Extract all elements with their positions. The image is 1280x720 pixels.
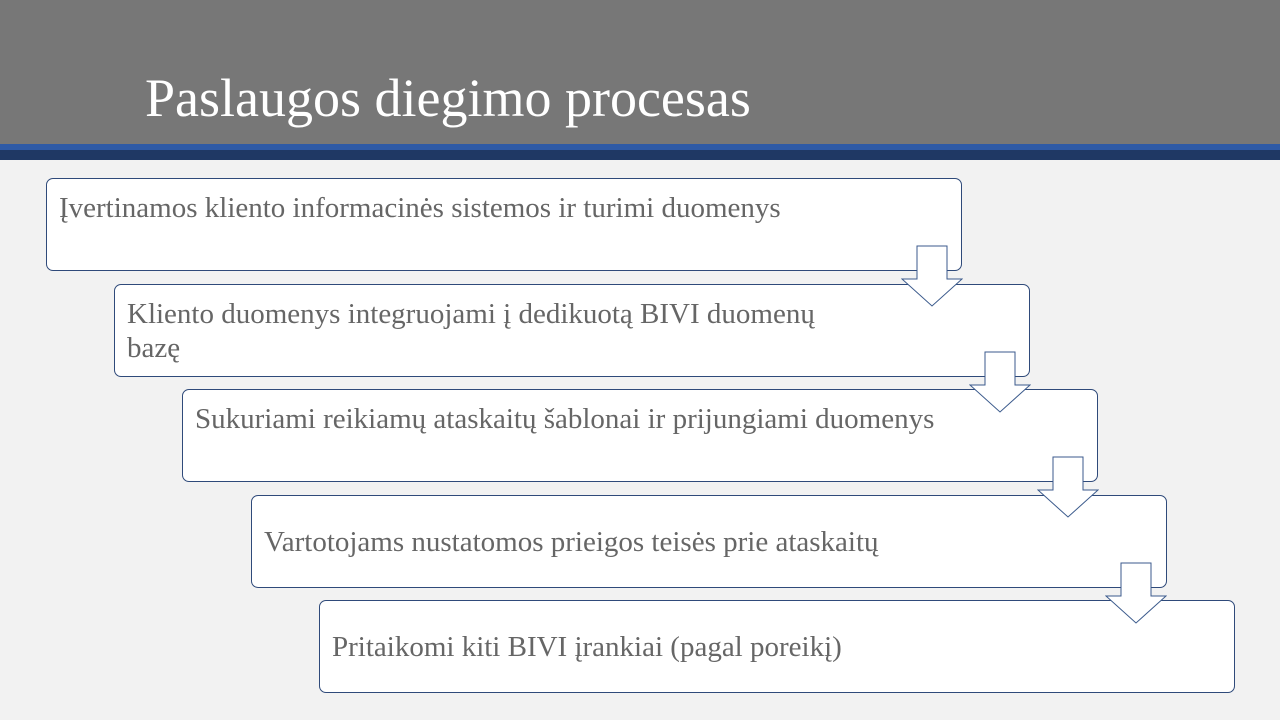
down-arrow-icon [969, 351, 1031, 413]
process-step-5-text: Pritaikomi kiti BIVI įrankiai (pagal poreikį) [332, 630, 842, 663]
process-step-2 [114, 284, 1030, 377]
process-step-3-text: Sukuriami reikiamų ataskaitų šablonai ir prijungiami duomenys [195, 403, 935, 435]
process-step-4 [251, 495, 1167, 588]
down-arrow-icon [901, 245, 963, 307]
process-step-5 [319, 600, 1235, 693]
down-arrow-icon [1105, 562, 1167, 624]
process-step-3 [182, 389, 1098, 482]
down-arrow-icon [1037, 456, 1099, 518]
title-bar [0, 0, 1280, 144]
process-step-1-text: Įvertinamos kliento informacinės sistemos ir turimi duomenys [59, 192, 781, 224]
process-step-4-text: Vartotojams nustatomos prieigos teisės prie ataskaitų [264, 525, 879, 558]
accent-stripe-dark [0, 150, 1280, 160]
process-step-2-text: Kliento duomenys integruojami į dedikuotą BIVI duomenų bazę [127, 298, 815, 364]
process-step-1 [46, 178, 962, 271]
slide-title: Paslaugos diegimo procesas [145, 68, 751, 128]
